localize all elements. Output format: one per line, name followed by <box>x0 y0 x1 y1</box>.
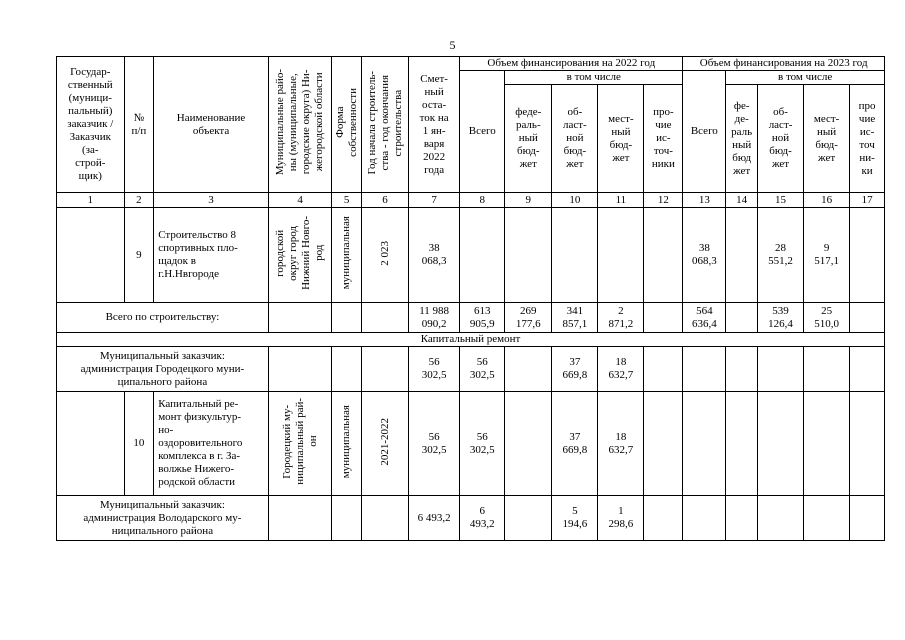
cell-empty <box>726 208 758 303</box>
cell-empty <box>644 208 683 303</box>
col-num: 7 <box>409 193 460 208</box>
cell-empty <box>268 496 331 541</box>
cell-empty <box>683 347 726 392</box>
cell-empty <box>268 347 331 392</box>
cell-empty <box>644 303 683 333</box>
col-num: 11 <box>598 193 644 208</box>
col-num: 14 <box>726 193 758 208</box>
ownership-text: муниципальная <box>340 404 353 479</box>
cell-regional-2022: 5 194,6 <box>552 496 598 541</box>
cell-empty <box>505 392 552 496</box>
cell-empty <box>361 347 408 392</box>
cell-empty <box>505 496 552 541</box>
cell-object-name: Строительство 8 спортивных пло- щадок в г.Н.Нвгороде <box>154 208 269 303</box>
cell-empty <box>683 392 726 496</box>
cell-empty <box>850 392 885 496</box>
cell-local-2023: 25 510,0 <box>804 303 850 333</box>
table-row <box>57 208 885 303</box>
cell-regional-2022: 341 857,1 <box>552 303 598 333</box>
col-num: 1 <box>57 193 125 208</box>
header-federal-2022: федe- раль- ный бюд- жет <box>505 85 552 193</box>
cell-years <box>361 392 408 496</box>
cell-empty <box>850 496 885 541</box>
cell-local-2022: 18 632,7 <box>598 392 644 496</box>
header-other-2022: про- чие ис- точ- ники <box>644 85 683 193</box>
table-row-customer <box>57 496 885 541</box>
cell-local-2022: 18 632,7 <box>598 347 644 392</box>
header-including-2022: в том числе <box>505 71 683 85</box>
cell-empty <box>598 208 644 303</box>
header-fin-2022: Объем финансирования на 2022 год <box>460 57 683 71</box>
header-num: № п/п <box>124 57 154 193</box>
ownership-text: муниципальная <box>340 216 353 290</box>
col-num: 12 <box>644 193 683 208</box>
cell-empty <box>804 347 850 392</box>
page-number: 5 <box>449 38 456 52</box>
section-row <box>57 333 885 347</box>
cell-estimate: 6 493,2 <box>409 496 460 541</box>
header-customer: Государ- ственный (муници- пальный) заказчик / Заказчик (за- строй- щик) <box>57 57 125 193</box>
header-district-cell <box>268 57 331 193</box>
cell-ownership <box>332 392 362 496</box>
cell-empty <box>726 303 758 333</box>
header-local-2022: мест- ный бюд- жет <box>598 85 644 193</box>
cell-empty <box>850 303 885 333</box>
cell-empty <box>644 392 683 496</box>
cell-empty <box>726 392 758 496</box>
cell-empty <box>268 303 331 333</box>
cell-district <box>268 208 331 303</box>
col-num: 8 <box>460 193 505 208</box>
customer-label: Муниципальный заказчик: администрация Володарского му- ниципального района <box>57 496 269 541</box>
cell-estimate: 11 988 090,2 <box>409 303 460 333</box>
cell-customer <box>57 208 125 303</box>
table-row <box>57 392 885 496</box>
customer-label: Муниципальный заказчик: администрация Городецкого муни- ципального района <box>57 347 269 392</box>
cell-total-2022: 6 493,2 <box>460 496 505 541</box>
header-years: Год начала строитель- ства - год окончания строительства <box>365 70 404 175</box>
cell-empty <box>332 303 362 333</box>
col-num: 9 <box>505 193 552 208</box>
table-row-total <box>57 303 885 333</box>
cell-empty <box>644 496 683 541</box>
cell-empty <box>726 347 758 392</box>
cell-empty <box>332 496 362 541</box>
header-regional-2023: об- ласт- ной бюд- жет <box>758 85 804 193</box>
header-federal-2023: фе- де- раль ный бюд жет <box>726 85 758 193</box>
financing-table <box>56 56 885 541</box>
col-num: 13 <box>683 193 726 208</box>
header-regional-2022: об- ласт- ной бюд- жет <box>552 85 598 193</box>
cell-total-2022: 56 302,5 <box>460 392 505 496</box>
cell-total-2023: 564 636,4 <box>683 303 726 333</box>
total-label: Всего по строительству: <box>57 303 269 333</box>
col-num: 6 <box>361 193 408 208</box>
cell-empty <box>552 208 598 303</box>
cell-customer <box>57 392 125 496</box>
cell-local-2022: 1 298,6 <box>598 496 644 541</box>
cell-num: 9 <box>124 208 154 303</box>
cell-empty <box>850 208 885 303</box>
header-total-2023: Всего <box>683 71 726 193</box>
header-years-cell <box>361 57 408 193</box>
col-num: 5 <box>332 193 362 208</box>
cell-empty <box>850 347 885 392</box>
cell-total-2023: 38 068,3 <box>683 208 726 303</box>
cell-regional-2023: 28 551,2 <box>758 208 804 303</box>
cell-regional-2022: 37 669,8 <box>552 347 598 392</box>
cell-empty <box>361 496 408 541</box>
cell-empty <box>683 496 726 541</box>
cell-estimate: 56 302,5 <box>409 392 460 496</box>
header-ownership-cell <box>332 57 362 193</box>
cell-empty <box>804 392 850 496</box>
district-text: городской округ город Нижний Новго- род <box>274 216 326 290</box>
col-num: 2 <box>124 193 154 208</box>
col-num: 15 <box>758 193 804 208</box>
cell-regional-2022: 37 669,8 <box>552 392 598 496</box>
cell-district <box>268 392 331 496</box>
cell-estimate: 56 302,5 <box>409 347 460 392</box>
cell-empty <box>726 496 758 541</box>
cell-years <box>361 208 408 303</box>
header-estimate: Смет- ный оста- ток на 1 ян- варя 2022 года <box>409 57 460 193</box>
cell-empty <box>758 347 804 392</box>
cell-empty <box>758 392 804 496</box>
table-row-customer <box>57 347 885 392</box>
cell-total-2022: 56 302,5 <box>460 347 505 392</box>
col-num: 3 <box>154 193 269 208</box>
cell-empty <box>361 303 408 333</box>
cell-local-2022: 2 871,2 <box>598 303 644 333</box>
header-other-2023: про чие ис- точ ни- ки <box>850 85 885 193</box>
section-title: Капитальный ремонт <box>57 333 885 347</box>
years-text: 2 023 <box>378 240 391 266</box>
cell-empty <box>505 347 552 392</box>
cell-object-name: Капитальный ре- монт физкультур- но- оздоровительного комплекса в г. За- волжье Нижего- родской области <box>154 392 269 496</box>
cell-num: 10 <box>124 392 154 496</box>
col-num: 16 <box>804 193 850 208</box>
header-object-name: Наименование объекта <box>154 57 269 193</box>
column-number-row <box>57 193 885 208</box>
header-total-2022: Всего <box>460 71 505 193</box>
header-including-2023: в том числе <box>726 71 885 85</box>
cell-regional-2023: 539 126,4 <box>758 303 804 333</box>
cell-empty <box>505 208 552 303</box>
cell-ownership <box>332 208 362 303</box>
district-text: Городецкий му- ниципальный рай- он <box>280 398 319 485</box>
header-ownership: Форма собственности <box>333 88 359 157</box>
cell-empty <box>758 496 804 541</box>
cell-federal-2022: 269 177,6 <box>505 303 552 333</box>
years-text: 2021-2022 <box>378 417 391 466</box>
col-num: 10 <box>552 193 598 208</box>
cell-empty <box>332 347 362 392</box>
cell-total-2022: 613 905,9 <box>460 303 505 333</box>
cell-empty <box>644 347 683 392</box>
cell-empty <box>804 496 850 541</box>
cell-local-2023: 9 517,1 <box>804 208 850 303</box>
col-num: 17 <box>850 193 885 208</box>
cell-estimate: 38 068,3 <box>409 208 460 303</box>
header-district: Муниципальные райо- ны (муниципальные, городские округа) Ни- жегородской области <box>274 69 326 176</box>
cell-empty <box>460 208 505 303</box>
header-local-2023: мест- ный бюд- жет <box>804 85 850 193</box>
header-fin-2023: Объем финансирования на 2023 год <box>683 57 885 71</box>
col-num: 4 <box>268 193 331 208</box>
